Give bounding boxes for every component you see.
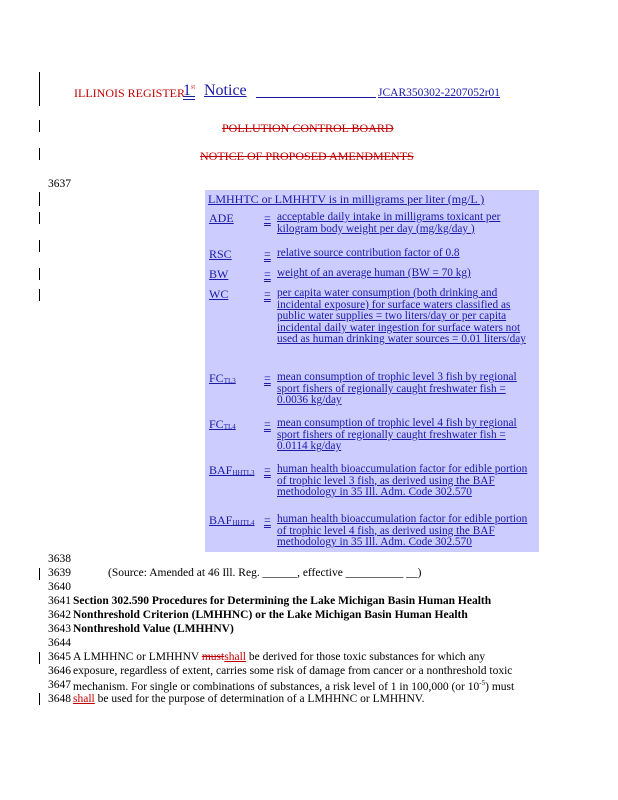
term-ade: ADE — [209, 211, 234, 225]
line-number: 3642 — [48, 609, 71, 621]
line-number: 3646 — [48, 665, 71, 677]
equals-sign: = — [264, 287, 271, 301]
line-number: 3643 — [48, 623, 71, 635]
section-heading-cont: Nonthreshold Criterion (LMHHNC) or the Lake Michigan Basin Human Health — [73, 609, 468, 621]
change-bar — [39, 268, 40, 280]
change-bar — [39, 693, 40, 705]
register-title: ILLINOIS REGISTER — [74, 86, 185, 100]
line-number: 3645 — [48, 651, 71, 663]
page-number-suffix: st — [191, 84, 196, 91]
equals-sign: = — [264, 463, 271, 477]
definition-fc-tl3: mean consumption of trophic level 3 fish by regional sport fishers of regionally caught freshwater fish = 0.0036 kg/day — [277, 371, 517, 407]
agency-name: POLLUTION CONTROL BOARD — [222, 121, 394, 135]
definition-wc: per capita water consumption (both drinking and incidental exposure) for surface waters classified as public water supplies = two liters/day or per capita incidental daily water ingestion for surface waters not used as human drinking water sources = 0.01 liters/day — [277, 287, 526, 346]
deleted-text: must — [201, 651, 225, 663]
source-note: (Source: Amended at 46 Ill. Reg. ______, effective __________ __) — [108, 567, 422, 579]
definition-baf-hhtl4: human health bioaccumulation factor for edible portion of trophic level 4 fish, as derived using the BAF methodology in 35 Ill. Adm. Code 302.570 — [277, 513, 528, 549]
notice-label: Notice — [204, 82, 247, 99]
equals-sign: = — [264, 513, 271, 527]
change-bar — [39, 212, 40, 224]
line-number: 3644 — [48, 637, 71, 649]
term-bw: BW — [209, 267, 229, 281]
change-bar — [39, 192, 40, 206]
notice-fill-line — [256, 97, 376, 98]
equals-sign: = — [264, 417, 271, 431]
change-bar — [39, 652, 40, 664]
change-bar — [39, 148, 40, 160]
units-statement: LMHHTC or LMHHTV is in milligrams per liter (mg/L ) — [208, 192, 485, 206]
line-number: 3639 — [48, 567, 71, 579]
term-baf-hhtl3: $BAF_{HHTL3}$ — [209, 463, 255, 477]
equals-sign: = — [264, 371, 271, 385]
term-fc-tl4: $FC_{TL4}$ — [209, 417, 236, 431]
equals-sign: = — [264, 211, 271, 225]
jcar-number: JCAR350302-2207052r01 — [378, 87, 501, 99]
inserted-text: shall — [73, 693, 95, 705]
section-heading-cont: Nonthreshold Value (LMHHNV) — [73, 623, 234, 635]
definition-rsc: relative source contribution factor of 0.8 — [277, 247, 460, 259]
change-bar — [39, 72, 40, 106]
body-text: A LMHHNC or LMHHNV mustshall be derived for those toxic substances for which any — [73, 651, 486, 663]
line-number: 3637 — [48, 178, 71, 190]
definition-baf-hhtl3: human health bioaccumulation factor for edible portion of trophic level 3 fish, as derived using the BAF methodology in 35 Ill. Adm. Code 302.570 — [277, 463, 528, 499]
line-number: 3647 — [48, 679, 71, 691]
definition-ade: acceptable daily intake in milligrams toxicant per kilogram body weight per day (mg/kg/day ) — [277, 211, 501, 235]
line-number: 3648 — [48, 693, 71, 705]
body-text: exposure, regardless of extent, carries some risk of damage from cancer or a nonthreshold toxic — [73, 665, 513, 677]
equals-sign: = — [264, 247, 271, 261]
notice-type: NOTICE OF PROPOSED AMENDMENTS — [200, 149, 414, 163]
body-text: shall be used for the purpose of determination of a LMHHNC or LMHHNV. — [73, 693, 425, 705]
section-heading: Section 302.590 Procedures for Determining the Lake Michigan Basin Human Health — [73, 595, 492, 607]
change-bar — [39, 568, 40, 580]
line-number: 3640 — [48, 581, 71, 593]
definition-bw: weight of an average human (BW = 70 kg) — [277, 267, 471, 279]
term-wc: WC — [209, 287, 229, 301]
line-number: 3638 — [48, 553, 71, 565]
term-rsc: RSC — [209, 247, 232, 261]
change-bar — [39, 120, 40, 132]
term-fc-tl3: $FC_{TL3}$ — [209, 371, 236, 385]
change-bar — [39, 240, 40, 252]
page-number-value: 1 — [183, 82, 191, 99]
change-bar — [39, 289, 40, 301]
term-baf-hhtl4: $BAF_{HHTL4}$ — [209, 513, 255, 527]
line-number: 3641 — [48, 595, 71, 607]
equals-sign: = — [264, 267, 271, 281]
body-text: mechanism. For single or combinations of substances, a risk level of 1 in 100,000 (or $10^{-5}$) must — [73, 679, 515, 693]
definition-fc-tl4: mean consumption of trophic level 4 fish by regional sport fishers of regionally caught freshwater fish = 0.0114 kg/day — [277, 417, 517, 453]
page-number — [183, 82, 195, 100]
inserted-text: shall — [224, 651, 246, 663]
